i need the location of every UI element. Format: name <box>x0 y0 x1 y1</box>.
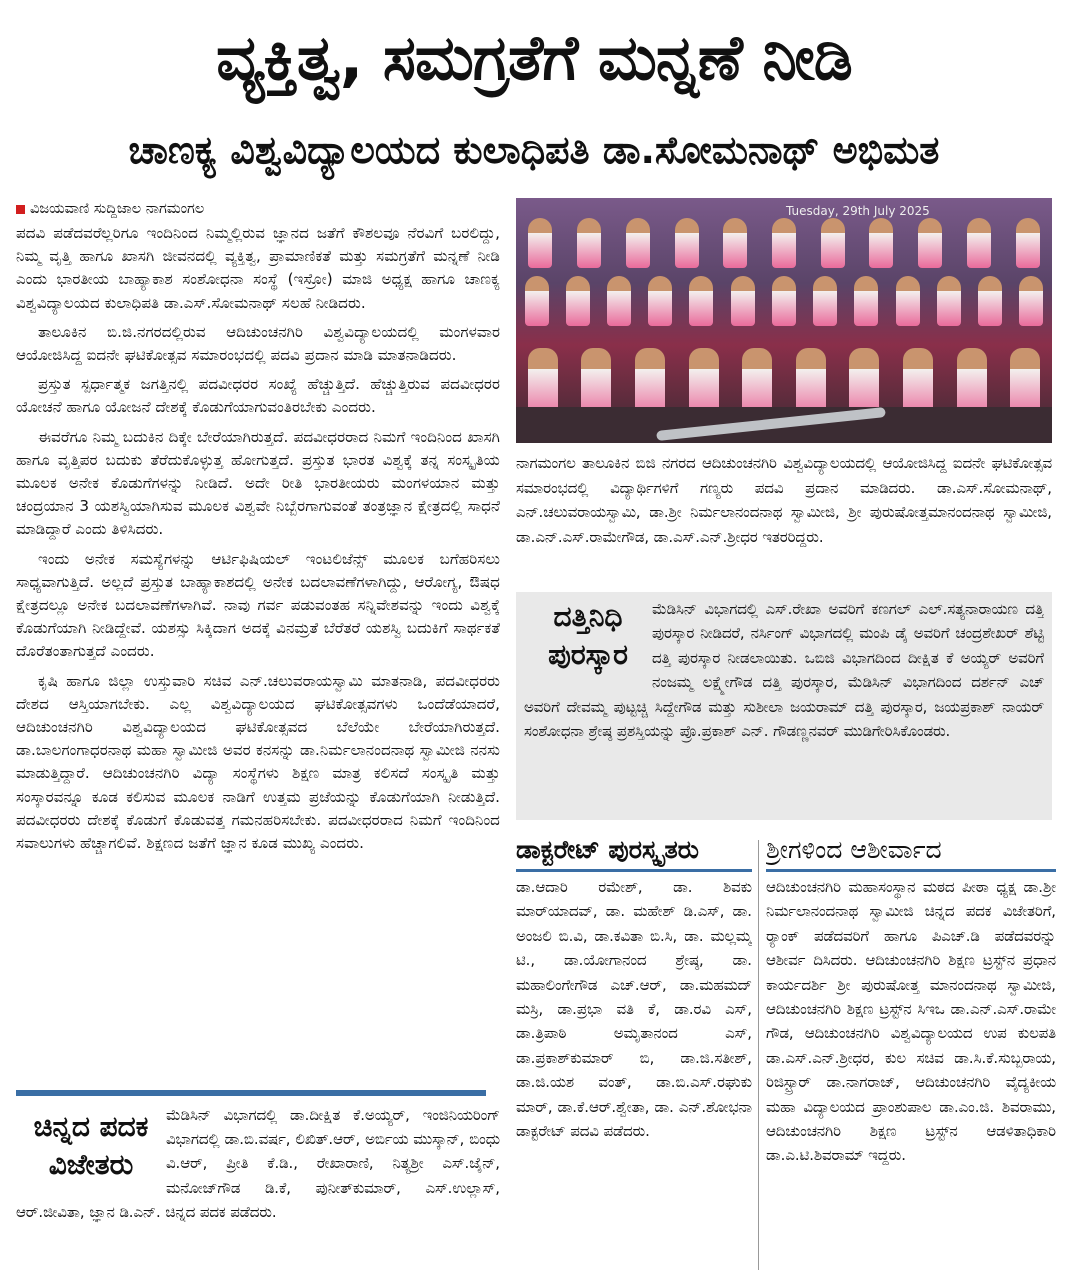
blessing-column <box>766 832 1056 1272</box>
doctorate-text: ಡಾ.ಆದಾರಿ ರಮೇಶ್, ಡಾ. ಶಿವಕು ಮಾರ್‌ಯಾದವ್, ಡಾ. ಮಹೇಶ್ ಡಿ.ಎಸ್, ಡಾ. ಅಂಜಲಿ ಬಿ.ವಿ, ಡಾ.ಕವಿತಾ ಬಿ.ಸಿ, ಡಾ. ಮಲ್ಲಮ್ಮ ಟಿ., ಡಾ.ಯೋಗಾನಂದ ಶ್ರೇಷ್ಠ, ಡಾ. ಮಹಾಲಿಂಗೇಗೌಡ ಎಚ್.ಆರ್, ಡಾ.ಮಹಮದ್ ಮಸ್ರಿ, ಡಾ.ಪ್ರಭಾ ವತಿ ಕೆ, ಡಾ.ರವಿ ಎಸ್, ಡಾ.ತ್ರಿಪಾಠಿ ಅಮೃತಾನಂದ ಎಸ್, ಡಾ.ಪ್ರಕಾಶ್‌ಕುಮಾರ್ ಬಿ, ಡಾ.ಜಿ.ಸತೀಶ್, ಡಾ.ಜಿ.ಯಶ ವಂತ್, ಡಾ.ಬಿ.ಎಸ್.ರಘುಕು ಮಾರ್, ಡಾ.ಕೆ.ಆರ್.ಶ್ವೇತಾ, ಡಾ. ಎನ್.ಶೋಭನಾ ಡಾಕ್ಟರೇಟ್ ಪದವಿ ಪಡೆದರು. <box>516 879 752 1141</box>
dateline-text: ವಿಜಯವಾಣಿ ಸುದ್ದಿಜಾಲ ನಾಗಮಂಗಲ <box>30 201 205 217</box>
gold-medal-box <box>16 1104 500 1274</box>
article-paragraph: ಈವರೆಗೂ ನಿಮ್ಮ ಬದುಕಿನ ದಿಕ್ಕೇ ಬೇರೆಯಾಗಿರುತ್ತದೆ. ಪದವೀಧರರಾದ ನಿಮಗೆ ಇಂದಿನಿಂದ ಖಾಸಗಿ ಹಾಗೂ ವೃತ್ತಿಪರ ಬದುಕು ತೆರೆದುಕೊಳ್ಳುತ್ತ ಹೋಗುತ್ತದೆ. ಪ್ರಸ್ತುತ ಭಾರತ ವಿಶ್ವಕ್ಕೆ ತನ್ನ ಸಂಸ್ಕೃತಿಯ ಮೂಲಕ ಅನೇಕ ಕೊಡುಗೆಗಳನ್ನು ನೀಡಿದೆ. ಅದೇ ರೀತಿ ಭಾರತೀಯರು ಮಂಗಳಯಾನ ಮತ್ತು ಚಂದ್ರಯಾನ 3 ಯಶಸ್ವಿಯಾಗಿಸುವ ಮೂಲಕ ವಿಶ್ವವೇ ನಿಬ್ಬೆರಗಾಗುವಂತೆ ತಂತ್ರಜ್ಞಾನ ಕ್ಷೇತ್ರದಲ್ಲಿ ಸಾಧನೆ ಮಾಡಿದ್ದಾರೆ ಎಂದು ತಿಳಿಸಿದರು. <box>16 427 500 539</box>
gold-medal-text: ಮೆಡಿಸಿನ್ ವಿಭಾಗದಲ್ಲಿ ಡಾ.ದೀಕ್ಷಿತ ಕೆ.ಅಯ್ಯರ್, ಇಂಜಿನಿಯರಿಂಗ್ ವಿಭಾಗದಲ್ಲಿ ಡಾ.ಬಿ.ವರ್ಷ, ಲಿಖಿತ್.ಆರ್, ಅರ್ಬಿಯ ಮುಸ್ಕಾನ್, ಬಿಂಧು ವಿ.ಆರ್, ಪ್ರೀತಿ ಕೆ.ಡಿ., ರೇಖಾರಾಣಿ, ನಿತ್ಯಶ್ರೀ ಎಸ್.ಜೈನ್, ಮನೋಜ್‌ಗೌಡ ಡಿ.ಕೆ, ಪುನೀತ್‌ಕುಮಾರ್, ಎಸ್.ಉಲ್ಲಾಸ್, ಆರ್.ಜೀವಿತಾ, ಜ್ಞಾನ ಡಿ.ಎನ್. ಚಿನ್ನದ ಪದಕ ಪಡೆದರು. <box>16 1107 500 1221</box>
photo-row-middle <box>516 276 1052 326</box>
article-paragraph: ಇಂದು ಅನೇಕ ಸಮಸ್ಯೆಗಳನ್ನು ಆರ್ಟಿಫಿಷಿಯಲ್ ಇಂಟಲಿಜೆನ್ಸ್ ಮೂಲಕ ಬಗೆಹರಿಸಲು ಸಾಧ್ಯವಾಗುತ್ತಿದೆ. ಅಲ್ಲದೆ ಪ್ರಸ್ತುತ ಬಾಹ್ಯಾಕಾಶದಲ್ಲಿ ಅನೇಕ ಬದಲಾವಣೆಗಳಾಗಿದ್ದು, ಆರೋಗ್ಯ, ಔಷಧ ಕ್ಷೇತ್ರದಲ್ಲೂ ಅನೇಕ ಬದಲಾವಣೆಗಳಾಗಿವೆ. ನಾವು ಗರ್ವ ಪಡುವಂತಹ ಸನ್ನಿವೇಶವನ್ನು ಇಂದು ವಿಶ್ವಕ್ಕೆ ಕೊಡುಗೆಯಾಗಿ ನೀಡಿದ್ದೇವೆ. ಯಶಸ್ಸು ಸಿಕ್ಕಿದಾಗ ಅದಕ್ಕೆ ವಿನಮ್ರತೆ ಬೆರೆತರೆ ಯಶಸ್ವಿ ಬದುಕಿಗೆ ಸಾರ್ಥಕತೆ ದೊರೆತಂತಾಗುತ್ತದೆ ಎಂದರು. <box>16 549 500 661</box>
main-article <box>16 198 500 1078</box>
doctorate-title: ಡಾಕ್ಟರೇಟ್ ಪುರಸ್ಕೃತರು <box>516 832 752 872</box>
column-divider <box>758 840 759 1270</box>
article-paragraph: ಪದವಿ ಪಡೆದವರೆಲ್ಲರಿಗೂ ಇಂದಿನಿಂದ ನಿಮ್ಮಲ್ಲಿರುವ ಜ್ಞಾನದ ಜತೆಗೆ ಕೌಶಲವೂ ನೆರವಿಗೆ ಬರಲಿದ್ದು, ನಿಮ್ಮ ವೃತ್ತಿ ಹಾಗೂ ಖಾಸಗಿ ಜೀವನದಲ್ಲಿ ವ್ಯಕ್ತಿತ್ವ, ಪ್ರಾಮಾಣಿಕತೆ ಮತ್ತು ಸಮಗ್ರತೆಗೆ ಮನ್ನಣೆ ನೀಡಿ ಎಂದು ಭಾರತೀಯ ಬಾಹ್ಯಾಕಾಶ ಸಂಶೋಧನಾ ಸಂಸ್ಥೆ (ಇಸ್ರೋ) ಮಾಜಿ ಅಧ್ಯಕ್ಷ ಹಾಗೂ ಚಾಣಕ್ಯ ವಿಶ್ವವಿದ್ಯಾಲಯದ ಕುಲಾಧಿಪತಿ ಡಾ.ಎಸ್.ಸೋಮನಾಥ್ ಸಲಹೆ ನೀಡಿದರು. <box>16 224 500 312</box>
article-paragraph: ತಾಲೂಕಿನ ಬಿ.ಜಿ.ನಗರದಲ್ಲಿರುವ ಆದಿಚುಂಚನಗಿರಿ ವಿಶ್ವವಿದ್ಯಾಲಯದಲ್ಲಿ ಮಂಗಳವಾರ ಆಯೋಜಿಸಿದ್ದ ಐದನೇ ಘಟಿಕೋತ್ಸವ ಸಮಾರಂಭದಲ್ಲಿ ಪದವಿ ಪ್ರದಾನ ಮಾಡಿ ಮಾತನಾಡಿದರು. <box>16 322 500 365</box>
endowment-box <box>516 592 1052 820</box>
headline: ವ್ಯಕ್ತಿತ್ವ, ಸಮಗ್ರತೆಗೆ ಮನ್ನಣೆ ನೀಡಿ <box>216 21 852 94</box>
section-rule <box>16 1090 486 1096</box>
photo-row-back <box>516 218 1052 268</box>
photo-caption: ನಾಗಮಂಗಲ ತಾಲೂಕಿನ ಬಿಜಿ ನಗರದ ಆದಿಚುಂಚನಗಿರಿ ವಿಶ್ವವಿದ್ಯಾಲಯದಲ್ಲಿ ಆಯೋಜಿಸಿದ್ದ ಐದನೇ ಘಟಿಕೋತ್ಸವ ಸಮಾರಂಭದಲ್ಲಿ ವಿದ್ಯಾರ್ಥಿಗಳಿಗೆ ಗಣ್ಯರು ಪದವಿ ಪ್ರದಾನ ಮಾಡಿದರು. ಡಾ.ಎಸ್.ಸೋಮನಾಥ್, ಎನ್.ಚಲುವರಾಯಸ್ವಾಮಿ, ಡಾ.ಶ್ರೀ ನಿರ್ಮಲಾನಂದನಾಥ ಸ್ವಾಮೀಜಿ, ಶ್ರೀ ಪುರುಷೋತ್ತಮಾನಂದನಾಥ ಸ್ವಾಮೀಜಿ, ಡಾ.ಎನ್.ಎಸ್.ರಾಮೇಗೌಡ, ಡಾ.ಎಸ್.ಎನ್.ಶ್ರೀಧರ ಇತರರಿದ್ದರು. <box>516 455 1052 546</box>
doctorate-column <box>516 832 752 1272</box>
blessing-title: ಶ್ರೀಗಳಿಂದ ಆಶೀರ್ವಾದ <box>766 832 1056 872</box>
article-paragraph: ಕೃಷಿ ಹಾಗೂ ಜಿಲ್ಲಾ ಉಸ್ತುವಾರಿ ಸಚಿವ ಎನ್.ಚಲುವರಾಯಸ್ವಾಮಿ ಮಾತನಾಡಿ, ಪದವೀಧರರು ದೇಶದ ಆಸ್ತಿಯಾಗಬೇಕು. ಎಲ್ಲ ವಿಶ್ವವಿದ್ಯಾಲಯದ ಘಟಿಕೋತ್ಸವಗಳು ಒಂದೆಡೆಯಾದರೆ, ಆದಿಚುಂಚನಗಿರಿ ವಿಶ್ವವಿದ್ಯಾಲಯದ ಘಟಿಕೋತ್ಸವದ ಬೆಲೆಯೇ ಬೇರೆಯಾಗಿರುತ್ತದೆ. ಡಾ.ಬಾಲಗಂಗಾಧರನಾಥ ಮಹಾ ಸ್ವಾಮೀಜಿ ಅವರ ಕನಸನ್ನು ಡಾ.ನಿರ್ಮಲಾನಂದನಾಥ ಸ್ವಾಮೀಜಿ ನನಸು ಮಾಡುತ್ತಿದ್ದಾರೆ. ಆದಿಚುಂಚನಗಿರಿ ವಿದ್ಯಾ ಸಂಸ್ಥೆಗಳು ಶಿಕ್ಷಣ ಮಾತ್ರ ಕಲಿಸದೆ ಸಂಸ್ಕೃತಿ ಮತ್ತು ಸಂಸ್ಕಾರವನ್ನೂ ಕೂಡ ಕಲಿಸುವ ಮೂಲಕ ನಾಡಿಗೆ ಉತ್ತಮ ಪ್ರಜೆಯನ್ನು ಕೊಡುಗೆಯಾಗಿ ನೀಡುತ್ತಿದೆ. ಪದವೀಧರರು ದೇಶಕ್ಕೆ ಕೊಡುಗೆ ಕೊಡುವತ್ತ ಗಮನಹರಿಸಬೇಕು. ಪದವೀಧರರಾದ ನಿಮಗೆ ಇಂದಿನಿಂದ ಸವಾಲುಗಳು ಹೆಚ್ಚಾಗಲಿವೆ. ಶಿಕ್ಷಣದ ಜತೆಗೆ ಜ್ಞಾನ ಕೂಡ ಮುಖ್ಯ ಎಂದರು. <box>16 671 500 853</box>
endowment-text: ಮೆಡಿಸಿನ್ ವಿಭಾಗದಲ್ಲಿ ಎಸ್.ರೇಖಾ ಅವರಿಗೆ ಕಣಗಲ್ ಎಲ್.ಸತ್ಯನಾರಾಯಣ ದತ್ತಿ ಪುರಸ್ಕಾರ ನೀಡಿದರೆ, ನರ್ಸಿಂಗ್ ವಿಭಾಗದಲ್ಲಿ ಮಂಪಿ ಡೈ ಅವರಿಗೆ ಚಂದ್ರಶೇಖರ್ ಶೆಟ್ಟಿ ದತ್ತಿ ಪುರಸ್ಕಾರ ನೀಡಲಾಯಿತು. ಒಬಿಜಿ ವಿಭಾಗದಿಂದ ದೀಕ್ಷಿತ ಕೆ ಅಯ್ಯರ್ ಅವರಿಗೆ ನಂಜಮ್ಮ ಲಕ್ಷ್ಮೇಗೌಡ ದತ್ತಿ ಪುರಸ್ಕಾರ, ಮೆಡಿಸಿನ್ ವಿಭಾಗದಿಂದ ದರ್ಶನ್ ಎಚ್ ಅವರಿಗೆ ದೇವಮ್ಮ ಪುಟ್ಟಚ್ಚಿ ಸಿದ್ದೇಗೌಡ ಮತ್ತು ಸುಶೀಲಾ ಜಯರಾಮ್ ದತ್ತಿ ಪುರಸ್ಕಾರ, ಜಯಪ್ರಕಾಶ್ ನಾಯರ್ ಸಂಶೋಧನಾ ಶ್ರೇಷ್ಠ ಪ್ರಶಸ್ತಿಯನ್ನು ಪ್ರೊ.ಪ್ರಕಾಶ್ ಎನ್. ಗೌಡಣ್ಣನವರ್ ಮುಡಿಗೇರಿಸಿಕೊಂಡರು. <box>524 601 1044 741</box>
red-square-icon <box>16 205 25 214</box>
photo-banner-date: Tuesday, 29th July 2025 <box>786 204 930 218</box>
article-paragraph: ಪ್ರಸ್ತುತ ಸ್ಪರ್ಧಾತ್ಮಕ ಜಗತ್ತಿನಲ್ಲಿ ಪದವೀಧರರ ಸಂಖ್ಯೆ ಹೆಚ್ಚುತ್ತಿದೆ. ಹೆಚ್ಚುತ್ತಿರುವ ಪದವೀಧರರ ಯೋಚನೆ ಹಾಗೂ ಯೋಜನೆ ದೇಶಕ್ಕೆ ಕೊಡುಗೆಯಾಗುವಂತಿರಬೇಕು ಎಂದರು. <box>16 375 500 417</box>
dateline <box>16 198 500 220</box>
blessing-text: ಆದಿಚುಂಚನಗಿರಿ ಮಹಾಸಂಸ್ಥಾನ ಮಠದ ಪೀಠಾ ಧ್ಯಕ್ಷ ಡಾ.ಶ್ರೀ ನಿರ್ಮಲಾನಂದನಾಥ ಸ್ವಾಮೀಜಿ ಚಿನ್ನದ ಪದಕ ವಿಜೇತರಿಗೆ, ರ್‍ಯಾಂಕ್ ಪಡೆದವರಿಗೆ ಹಾಗೂ ಪಿಎಚ್.ಡಿ ಪಡೆದವರನ್ನು ಆಶೀರ್ವ ದಿಸಿದರು. ಆದಿಚುಂಚನಗಿರಿ ಶಿಕ್ಷಣ ಟ್ರಸ್ಟ್‌ನ ಪ್ರಧಾನ ಕಾರ್ಯದರ್ಶಿ ಶ್ರೀ ಪುರುಷೋತ್ತ ಮಾನಂದನಾಥ ಸ್ವಾಮೀಜಿ, ಆದಿಚುಂಚನಗಿರಿ ಶಿಕ್ಷಣ ಟ್ರಸ್ಟ್‌ನ ಸಿಇಒ ಡಾ.ಎನ್.ಎಸ್.ರಾಮೇ ಗೌಡ, ಆದಿಚುಂಚನಗಿರಿ ವಿಶ್ವವಿದ್ಯಾಲಯದ ಉಪ ಕುಲಪತಿ ಡಾ.ಎಸ್.ಎನ್.ಶ್ರೀಧರ, ಕುಲ ಸಚಿವ ಡಾ.ಸಿ.ಕೆ.ಸುಬ್ಬರಾಯ, ರಿಜಿಸ್ಟ್ರಾರ್ ಡಾ.ನಾಗರಾಜ್, ಆದಿಚುಂಚನಗಿರಿ ವೈದ್ಯಕೀಯ ಮಹಾ ವಿದ್ಯಾಲಯದ ಪ್ರಾಂಶುಪಾಲ ಡಾ.ಎಂ.ಜಿ. ಶಿವರಾಮು, ಆದಿಚುಂಚನಗಿರಿ ಶಿಕ್ಷಣ ಟ್ರಸ್ಟ್‌ನ ಆಡಳಿತಾಧಿಕಾರಿ ಡಾ.ಎ.ಟಿ.ಶಿವರಾಮ್ ಇದ್ದರು. <box>766 879 1056 1165</box>
endowment-title: ದತ್ತಿನಿಧಿ ಪುರಸ್ಕಾರ <box>548 600 628 671</box>
gold-medal-title: ಚಿನ್ನದ ಪದಕ ವಿಜೇತರು <box>33 1110 149 1181</box>
convocation-photo <box>516 198 1052 443</box>
subheadline: ಚಾಣಕ್ಯ ವಿಶ್ವವಿದ್ಯಾಲಯದ ಕುಲಾಧಿಪತಿ ಡಾ.ಸೋಮನಾಥ್ ಅಭಿಮತ <box>128 128 940 172</box>
